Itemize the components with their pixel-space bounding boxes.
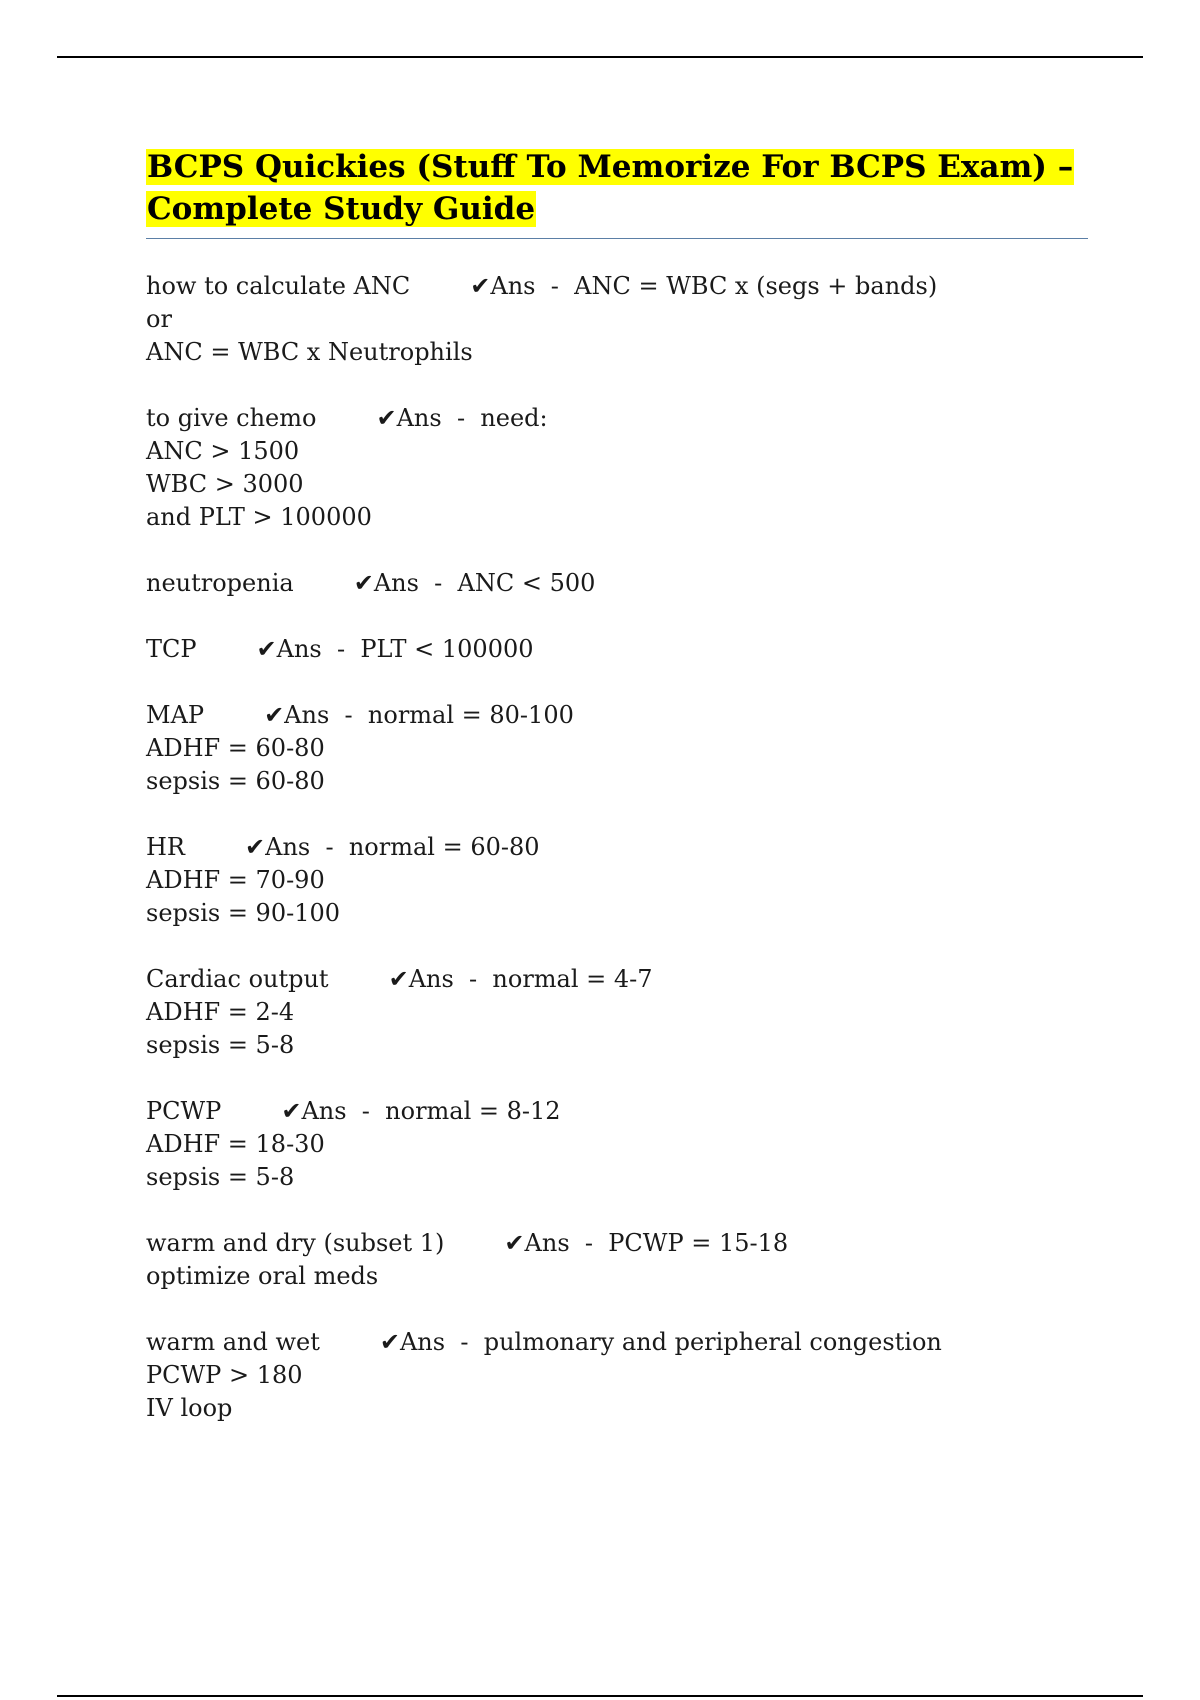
answer-text: pulmonary and peripheral congestion: [483, 1328, 942, 1356]
qa-item: [146, 1227, 1146, 1293]
question-text: to give chemo: [146, 404, 317, 432]
page-bottom-rule: [57, 1695, 1143, 1697]
qa-first-line: [146, 633, 1146, 666]
answer-detail-line: and PLT > 100000: [146, 503, 372, 531]
answer-text: need:: [480, 404, 548, 432]
qa-item: [146, 567, 1146, 600]
qa-item: [146, 402, 1146, 534]
answer-label: Ans -: [408, 965, 493, 993]
title-underline: [146, 238, 1088, 239]
question-text: MAP: [146, 701, 205, 729]
question-text: TCP: [146, 635, 197, 663]
qa-first-line: [146, 831, 1146, 864]
answer-detail-line: WBC > 3000: [146, 470, 304, 498]
answer-text: normal = 4-7: [492, 965, 653, 993]
title-line-1: BCPS Quickies (Stuff To Memorize For BCPS Exam) –: [147, 149, 1074, 185]
answer-label: Ans -: [373, 569, 458, 597]
qa-first-line: [146, 567, 1146, 600]
qa-item: [146, 1326, 1146, 1425]
check-mark-icon: ✔: [353, 569, 374, 597]
qa-item: [146, 831, 1146, 930]
answer-detail-line: ADHF = 18-30: [146, 1130, 325, 1158]
question-text: Cardiac output: [146, 965, 329, 993]
qa-first-line: [146, 270, 1146, 303]
qa-item: [146, 633, 1146, 666]
answer-text: ANC < 500: [457, 569, 596, 597]
answer-text: normal = 8-12: [385, 1097, 561, 1125]
page-top-rule: [57, 56, 1143, 58]
question-text: HR: [146, 833, 185, 861]
answer-detail-line: sepsis = 60-80: [146, 767, 325, 795]
qa-first-line: [146, 402, 1146, 435]
answer-text: normal = 60-80: [348, 833, 540, 861]
answer-detail-line: ANC > 1500: [146, 437, 300, 465]
answer-text: PCWP = 15-18: [608, 1229, 789, 1257]
check-mark-icon: ✔: [379, 1328, 400, 1356]
question-text: warm and wet: [146, 1328, 320, 1356]
qa-item: [146, 1095, 1146, 1194]
answer-detail-line: sepsis = 5-8: [146, 1031, 295, 1059]
qa-item: [146, 699, 1146, 798]
question-text: how to calculate ANC: [146, 272, 411, 300]
answer-label: Ans -: [276, 635, 361, 663]
answer-label: Ans -: [265, 833, 349, 861]
qa-item: [146, 270, 1146, 369]
answer-label: Ans -: [524, 1229, 609, 1257]
answer-detail-line: sepsis = 90-100: [146, 899, 341, 927]
question-text: warm and dry (subset 1): [146, 1229, 445, 1257]
answer-detail-line: ADHF = 2-4: [146, 998, 295, 1026]
answer-label: Ans -: [399, 1328, 484, 1356]
qa-first-line: [146, 1326, 1146, 1359]
check-mark-icon: ✔: [504, 1229, 525, 1257]
check-mark-icon: ✔: [376, 404, 397, 432]
answer-label: Ans -: [396, 404, 481, 432]
answer-text: PLT < 100000: [360, 635, 534, 663]
answer-detail-line: ADHF = 60-80: [146, 734, 325, 762]
qa-item: [146, 963, 1146, 1062]
answer-detail-line: ADHF = 70-90: [146, 866, 325, 894]
qa-first-line: [146, 963, 1146, 996]
answer-detail-line: optimize oral meds: [146, 1262, 379, 1290]
answer-detail-line: PCWP > 180: [146, 1361, 303, 1389]
answer-text: ANC = WBC x (segs + bands): [574, 272, 938, 300]
answer-label: Ans -: [490, 272, 575, 300]
qa-list: [146, 270, 1146, 1458]
answer-label: Ans -: [301, 1097, 386, 1125]
check-mark-icon: ✔: [388, 965, 409, 993]
qa-first-line: [146, 699, 1146, 732]
check-mark-icon: ✔: [470, 272, 491, 300]
title-line-2: Complete Study Guide: [147, 191, 536, 227]
document-title: [146, 146, 1086, 230]
qa-first-line: [146, 1227, 1146, 1260]
question-text: neutropenia: [146, 569, 294, 597]
answer-detail-line: or: [146, 305, 172, 333]
answer-detail-line: ANC = WBC x Neutrophils: [146, 338, 473, 366]
answer-detail-line: IV loop: [146, 1394, 233, 1422]
answer-label: Ans -: [284, 701, 368, 729]
check-mark-icon: ✔: [264, 701, 285, 729]
answer-detail-line: sepsis = 5-8: [146, 1163, 295, 1191]
qa-first-line: [146, 1095, 1146, 1128]
question-text: PCWP: [146, 1097, 222, 1125]
check-mark-icon: ✔: [281, 1097, 302, 1125]
answer-text: normal = 80-100: [367, 701, 574, 729]
check-mark-icon: ✔: [256, 635, 277, 663]
check-mark-icon: ✔: [245, 833, 266, 861]
